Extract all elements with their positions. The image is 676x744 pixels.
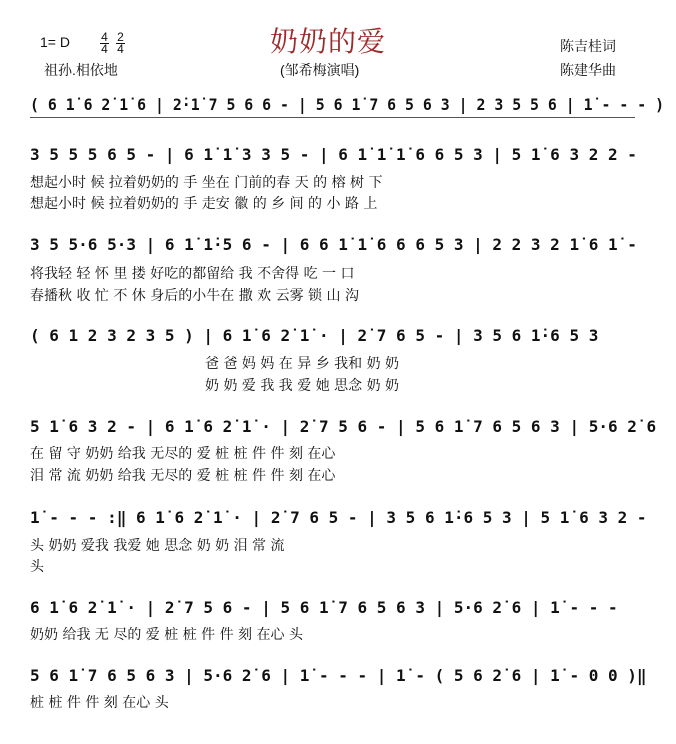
lyric-row-4-verse-1: 爸 爸 妈 妈 在 异 乡 我和 奶 奶 [205, 356, 400, 372]
time-sig-bottom: 4 [101, 42, 108, 56]
beat-underline [30, 117, 635, 118]
lyricist: 陈吉桂词 [560, 38, 616, 54]
song-title: 奶奶的爱 [270, 25, 387, 58]
notation-row-6: 1̇ - - - :‖ 6 1̇ 6 2̇ 1̇ · | 2̇ 7 6 5 - | 3 5 6 1̇·6 5 3 | 5 1̇ 6 3 2 - [30, 508, 647, 527]
lyric-row-3-verse-2: 春播秋 收 忙 不 休 身后的小牛在 撒 欢 云雾 锁 山 沟 [30, 288, 359, 304]
lyric-row-4-verse-2: 奶 奶 爱 我 我 爱 她 思念 奶 奶 [205, 378, 400, 394]
lyric-row-8: 桩 桩 件 件 刻 在心 头 [30, 695, 169, 711]
time-sig-top: 4 [101, 30, 108, 44]
lyric-row-7: 奶奶 给我 无 尽的 爱 桩 桩 件 件 刻 在心 头 [30, 627, 303, 643]
notation-row-1: ( 6 1̇ 6 2̇ 1̇ 6 | 2̇·1̇ 7 5 6 6 - | 5 6 1̇ 7 6 5 6 3 | 2 3 5 5 6 | 1̇ - - - ) [30, 95, 665, 114]
lyric-row-3-verse-1: 将我轻 轻 怀 里 搂 好吃的都留给 我 不舍得 吃 一 口 [30, 266, 355, 282]
time-signature-2-4 [116, 32, 125, 55]
lyric-row-2-verse-2: 想起小时 候 拉着奶奶的 手 走安 徽 的 乡 间 的 小 路 上 [30, 196, 378, 212]
lyric-row-6-verse-1: 头 奶奶 爱我 我爱 她 思念 奶 奶 泪 常 流 [30, 538, 285, 554]
lyric-row-6-verse-2: 头 [30, 559, 44, 575]
singer: (邹希梅演唱) [280, 62, 360, 78]
key-signature: 1= D [40, 34, 70, 50]
time-sig-bottom: 4 [117, 42, 124, 56]
lyric-row-5-verse-1: 在 留 守 奶奶 给我 无尽的 爱 桩 桩 件 件 刻 在心 [30, 446, 336, 462]
lyric-row-2-verse-1: 想起小时 候 拉着奶奶的 手 坐在 门前的春 天 的 榕 树 下 [30, 175, 383, 191]
composer: 陈建华曲 [560, 62, 616, 78]
lyric-row-5-verse-2: 泪 常 流 奶奶 给我 无尽的 爱 桩 桩 件 件 刻 在心 [30, 468, 336, 484]
notation-row-2: 3 5 5 5 6 5 - | 6 1̇ 1̇ 3 3 5 - | 6 1̇ 1̇ 1̇ 6 6 5 3 | 5 1̇ 6 3 2 2 - [30, 145, 637, 164]
notation-row-8: 5 6 1̇ 7 6 5 6 3 | 5·6 2̇ 6 | 1̇ - - - | 1̇ - ( 5 6 2̇ 6 | 1̇ - 0 0 )‖ [30, 666, 647, 685]
notation-row-5: 5 1̇ 6 3 2 - | 6 1̇ 6 2̇ 1̇ · | 2̇ 7 5 6 - | 5 6 1̇ 7 6 5 6 3 | 5·6 2̇ 6 [30, 417, 657, 436]
notation-row-7: 6 1̇ 6 2̇ 1̇ · | 2̇ 7 5 6 - | 5 6 1̇ 7 6 5 6 3 | 5·6 2̇ 6 | 1̇ - - - [30, 598, 618, 617]
notation-row-3: 3 5 5·6 5·3 | 6 1̇ 1̇·5 6 - | 6 6 1̇ 1̇ 6 6 6 5 3 | 2 2 3 2 1̇ 6 1̇ - [30, 235, 637, 254]
time-sig-top: 2 [117, 30, 124, 44]
notation-row-4: ( 6 1 2 3 2 3 5 ) | 6 1̇ 6 2̇ 1̇ · | 2̇ 7 6 5 - | 3 5 6 1̇·6 5 3 [30, 326, 599, 345]
album-name: 祖孙.相依地 [44, 62, 118, 78]
time-signature-4-4 [100, 32, 109, 55]
